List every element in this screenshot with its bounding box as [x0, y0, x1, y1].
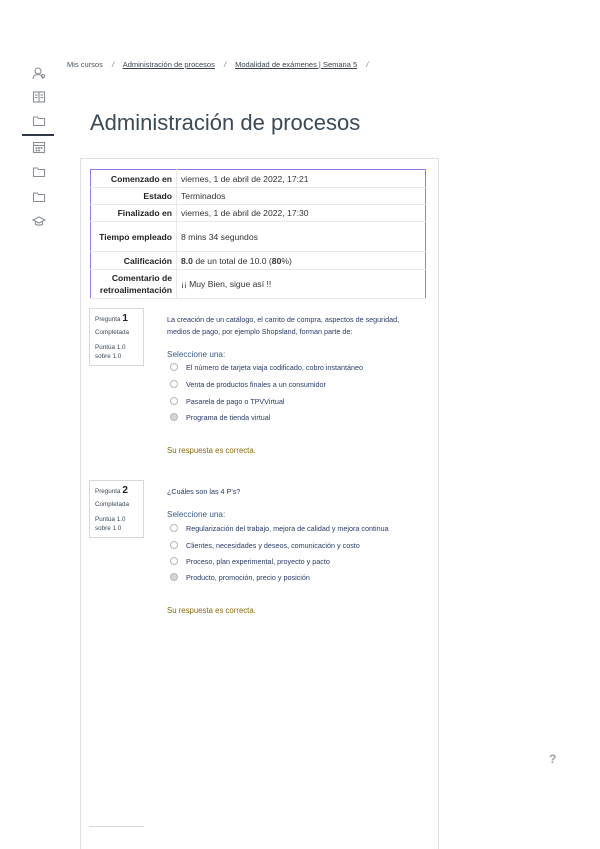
question-info-1 — [89, 308, 144, 366]
question-state: Completada — [95, 329, 129, 336]
table-row — [91, 188, 426, 205]
answer-feedback: Su respuesta es correcta. — [167, 446, 256, 455]
breadcrumb-item-mis-cursos[interactable]: Mis cursos — [67, 60, 103, 69]
summary-label: Calificación — [91, 252, 177, 270]
summary-label: Estado — [91, 188, 177, 205]
summary-label: Comentario de retroalimentación — [91, 270, 177, 299]
breadcrumb-separator: / — [111, 60, 115, 69]
radio-button-checked[interactable] — [170, 413, 178, 421]
answer-option[interactable] — [170, 363, 363, 373]
question-mark-max: sobre 1.0 — [95, 525, 122, 532]
answer-option-label: Venta de productos finales a un consumidor — [186, 380, 326, 389]
summary-label: Comenzado en — [91, 170, 177, 188]
table-row — [91, 222, 426, 252]
help-button[interactable]: ? — [549, 752, 557, 766]
grade-score: 8.0 — [181, 255, 193, 266]
summary-value — [177, 252, 426, 270]
folder-icon[interactable] — [32, 114, 46, 128]
question-prefix: Pregunta — [95, 316, 121, 323]
grade-total: de un total de 10.0 ( — [192, 255, 272, 266]
question-number — [95, 485, 143, 496]
question-number — [95, 313, 143, 324]
answer-option-label: Regularización del trabajo, mejora de calidad y mejora continua — [186, 524, 389, 533]
question-state: Completada — [95, 501, 129, 508]
answer-option-label: Pasarela de pago o TPVVirtual — [186, 397, 285, 406]
attempt-summary-table — [90, 169, 426, 299]
summary-value: Terminados — [177, 188, 426, 205]
radio-button[interactable] — [170, 397, 178, 405]
book-icon[interactable] — [32, 90, 46, 104]
radio-button[interactable] — [170, 557, 178, 565]
answer-option-label: Producto, promoción, precio y posición — [186, 573, 310, 582]
question-mark-max: sobre 1.0 — [95, 353, 122, 360]
summary-value: 8 mins 34 segundos — [177, 222, 426, 252]
question-prefix: Pregunta — [95, 488, 121, 495]
question-number-value: 1 — [122, 313, 128, 324]
answer-option-label: Clientes, necesidades y deseos, comunicación y costo — [186, 541, 360, 550]
radio-button-checked[interactable] — [170, 573, 178, 581]
table-row — [91, 205, 426, 222]
user-icon[interactable] — [32, 66, 46, 80]
answer-option[interactable] — [170, 380, 326, 390]
answer-option-label: Proceso, plan experimental, proyecto y pacto — [186, 557, 330, 566]
table-row — [91, 170, 426, 188]
breadcrumb-item-course[interactable]: Administración de procesos — [122, 60, 215, 69]
summary-value: viernes, 1 de abril de 2022, 17:21 — [177, 170, 426, 188]
breadcrumb — [67, 60, 375, 69]
grade-percent-suffix: %) — [281, 255, 292, 266]
breadcrumb-separator: / — [366, 60, 369, 69]
answer-feedback: Su respuesta es correcta. — [167, 606, 256, 615]
grade-percent: 80 — [271, 255, 282, 266]
answer-prompt: Seleccione una: — [167, 510, 226, 519]
answer-option[interactable] — [170, 397, 284, 407]
radio-button[interactable] — [170, 524, 178, 532]
answer-option-label: Programa de tienda virtual — [186, 413, 271, 422]
radio-button[interactable] — [170, 363, 178, 371]
answer-option-selected[interactable] — [170, 573, 310, 583]
question-info-3 — [89, 826, 144, 827]
summary-label: Tiempo empleado — [91, 222, 177, 252]
answer-prompt: Seleccione una: — [167, 350, 226, 359]
radio-button[interactable] — [170, 541, 178, 549]
breadcrumb-separator: / — [223, 60, 227, 69]
folder-icon[interactable] — [32, 190, 46, 204]
answer-option[interactable] — [170, 524, 389, 534]
calendar-icon[interactable] — [32, 140, 46, 154]
page-title: Administración de procesos — [90, 110, 361, 135]
table-row — [91, 270, 426, 299]
table-row — [91, 252, 426, 270]
summary-label: Finalizado en — [91, 205, 177, 222]
summary-value: viernes, 1 de abril de 2022, 17:30 — [177, 205, 426, 222]
graduation-cap-icon[interactable] — [32, 214, 46, 228]
summary-value: ¡¡ Muy Bien, sigue así !! — [177, 270, 426, 299]
answer-option-label: El número de tarjeta viaja codificado, cobro instantáneo — [186, 363, 363, 372]
answer-option[interactable] — [170, 541, 360, 551]
breadcrumb-item-exam-module[interactable]: Modalidad de exámenes | Semana 5 — [235, 60, 358, 69]
question-mark: Puntúa 1.0 — [95, 344, 126, 351]
question-info-2 — [89, 480, 144, 538]
question-mark: Puntúa 1.0 — [95, 516, 126, 523]
question-text: ¿Cuáles son las 4 P's? — [167, 487, 241, 496]
folder-icon[interactable] — [32, 165, 46, 179]
active-indicator — [22, 134, 54, 136]
question-text: La creación de un catálogo, el carrito de compra, aspectos de seguridad, medios de pago, por ejemplo Shopsland, forman parte de: — [167, 315, 400, 336]
answer-option-selected[interactable] — [170, 413, 270, 423]
answer-option[interactable] — [170, 557, 330, 567]
radio-button[interactable] — [170, 380, 178, 388]
question-number-value: 2 — [122, 485, 128, 496]
